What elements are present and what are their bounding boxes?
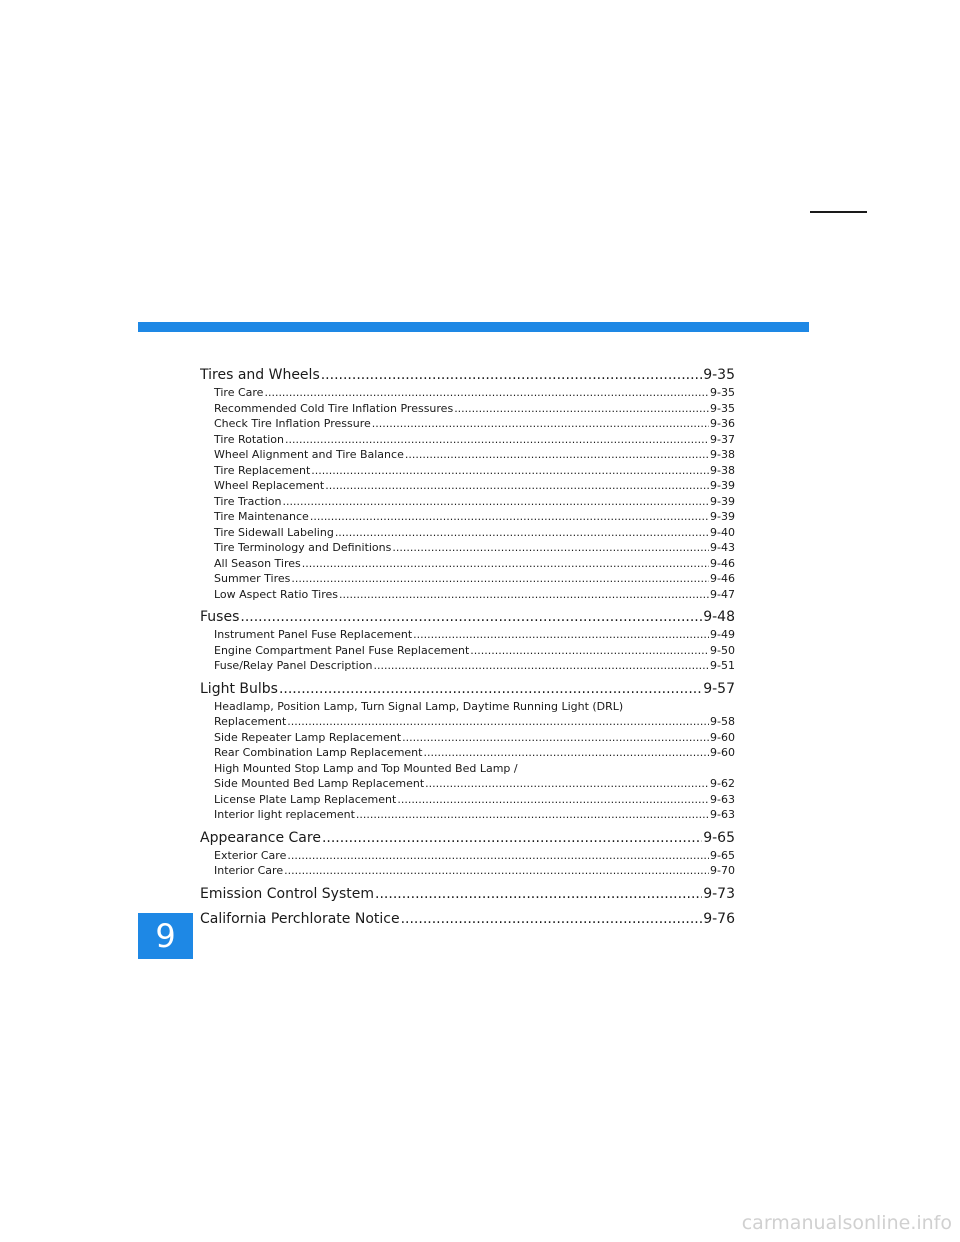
toc-entry[interactable] <box>200 540 735 556</box>
toc-entry[interactable] <box>200 848 735 864</box>
toc-entry-page: 9-70 <box>710 864 735 877</box>
toc-entry-title: License Plate Lamp Replacement <box>214 792 397 806</box>
dot-leader <box>423 745 709 761</box>
toc-entry[interactable] <box>200 571 735 587</box>
toc-section-heading-page: 9-76 <box>703 910 735 927</box>
toc-entry[interactable] <box>200 587 735 603</box>
dot-leader <box>413 627 709 643</box>
chapter-tab[interactable]: 9 <box>138 913 193 959</box>
toc-entry-page: 9-40 <box>710 525 735 539</box>
toc-entry-title: Side Repeater Lamp Replacement <box>214 730 402 744</box>
dot-leader <box>282 494 709 510</box>
toc-entry-page: 9-60 <box>710 746 735 759</box>
toc-section-heading[interactable] <box>200 607 735 627</box>
dot-leader <box>240 607 702 627</box>
dot-leader <box>401 909 703 929</box>
dot-leader <box>339 587 709 603</box>
toc-entry-title: Replacement <box>214 715 287 728</box>
toc-entry-page: 9-36 <box>710 417 735 430</box>
toc-entry-title: Interior Care <box>214 864 284 877</box>
toc-entry-title: Tire Rotation <box>214 432 284 446</box>
dot-leader <box>302 556 709 572</box>
toc-entry[interactable] <box>200 627 735 643</box>
toc-entry[interactable] <box>200 401 735 417</box>
toc-entry-title: Tire Traction <box>214 494 282 508</box>
header-rule <box>810 211 867 213</box>
toc-entry-page: 9-49 <box>710 628 735 641</box>
toc-section-heading-page: 9-65 <box>703 829 735 846</box>
toc-entry[interactable] <box>200 792 735 808</box>
toc-entry-title: Tire Care <box>214 386 264 399</box>
toc-entry-page: 9-35 <box>710 386 735 399</box>
toc-entry[interactable] <box>200 863 735 879</box>
toc-section-heading-page: 9-35 <box>703 367 735 383</box>
dot-leader <box>392 540 709 556</box>
toc-entry-title: All Season Tires <box>214 556 301 570</box>
toc-entry-title: Summer Tires <box>214 572 291 585</box>
toc-section <box>200 828 735 879</box>
toc-section-heading-title: Light Bulbs <box>200 680 278 697</box>
toc-entry-page: 9-43 <box>710 541 735 554</box>
toc-entry-title: Recommended Cold Tire Inflation Pressures <box>214 401 454 415</box>
toc-entry[interactable] <box>200 714 735 730</box>
toc-entry-page: 9-46 <box>710 556 735 570</box>
toc-entry-title: Engine Compartment Panel Fuse Replacement <box>214 643 470 657</box>
dot-leader <box>425 776 709 792</box>
dot-leader <box>321 365 702 385</box>
toc-section-heading-title: California Perchlorate Notice <box>200 910 400 927</box>
toc-entry[interactable] <box>200 525 735 541</box>
toc-entry-page: 9-51 <box>710 659 735 672</box>
toc-section-heading[interactable] <box>200 365 735 385</box>
toc-entry-line: High Mounted Stop Lamp and Top Mounted Bed Lamp / <box>214 761 518 775</box>
toc-section <box>200 884 735 904</box>
toc-section-heading-page: 9-73 <box>703 885 735 902</box>
toc-section-heading[interactable] <box>200 884 735 904</box>
toc-section-heading-title: Appearance Care <box>200 829 321 846</box>
toc-entry-page: 9-39 <box>710 479 735 492</box>
toc-entry-page: 9-38 <box>710 448 735 461</box>
toc-section <box>200 909 735 929</box>
toc-entry-page: 9-39 <box>710 494 735 508</box>
toc-entry[interactable] <box>200 730 735 746</box>
toc-entry-page: 9-47 <box>710 587 735 601</box>
toc-entry-title: Fuse/Relay Panel Description <box>214 659 373 672</box>
toc-section-heading[interactable] <box>200 828 735 848</box>
toc-entry[interactable] <box>200 807 735 823</box>
toc-entry-title: Wheel Alignment and Tire Balance <box>214 448 404 461</box>
dot-leader <box>310 509 709 525</box>
toc-entry-title: Tire Sidewall Labeling <box>214 525 334 539</box>
toc-entry-page: 9-62 <box>710 777 735 790</box>
dot-leader <box>284 863 709 879</box>
toc-section <box>200 607 735 674</box>
toc-section-heading-page: 9-57 <box>703 680 735 697</box>
dot-leader <box>264 385 709 401</box>
toc-entry[interactable] <box>200 478 735 494</box>
toc-entry-title: Low Aspect Ratio Tires <box>214 587 338 601</box>
toc-entry-title: Wheel Replacement <box>214 479 325 492</box>
dot-leader <box>285 432 709 448</box>
toc-entry-page: 9-46 <box>710 572 735 585</box>
toc-section-heading-page: 9-48 <box>703 609 735 625</box>
toc-entry[interactable] <box>200 494 735 510</box>
toc-entry-title: Tire Replacement <box>214 463 311 477</box>
toc-entry-page: 9-37 <box>710 432 735 446</box>
dot-leader <box>470 643 709 659</box>
toc-entry-title: Tire Maintenance <box>214 510 309 523</box>
toc-section-heading[interactable] <box>200 909 735 929</box>
toc-entry-title: Rear Combination Lamp Replacement <box>214 746 423 759</box>
toc-entry-page: 9-65 <box>710 848 735 862</box>
toc-entry[interactable] <box>200 385 735 401</box>
toc-entry-page: 9-63 <box>710 792 735 806</box>
toc-entry-page: 9-58 <box>710 715 735 728</box>
toc-entry-page: 9-63 <box>710 808 735 821</box>
toc-entry-line: Headlamp, Position Lamp, Turn Signal Lamp, Daytime Running Light (DRL) <box>214 699 624 713</box>
toc-entry-page: 9-35 <box>710 401 735 415</box>
dot-leader <box>405 447 709 463</box>
toc-section-heading-title: Emission Control System <box>200 885 375 902</box>
toc-entry[interactable] <box>200 432 735 448</box>
toc-entry[interactable] <box>200 416 735 432</box>
toc-entry-title: Interior light replacement <box>214 808 355 821</box>
toc-section <box>200 679 735 823</box>
watermark: carmanualsonline.info <box>741 1212 952 1234</box>
dot-leader <box>279 679 702 699</box>
dot-leader <box>287 848 709 864</box>
dot-leader <box>325 478 709 494</box>
dot-leader <box>402 730 709 746</box>
toc-entry-page: 9-38 <box>710 463 735 477</box>
toc-entry-page: 9-39 <box>710 510 735 523</box>
dot-leader <box>311 463 709 479</box>
dot-leader <box>322 828 702 848</box>
toc-entry[interactable] <box>200 643 735 659</box>
toc-entry[interactable] <box>200 745 735 761</box>
dot-leader <box>356 807 709 823</box>
dot-leader <box>397 792 709 808</box>
chapter-color-bar <box>138 322 809 332</box>
dot-leader <box>373 658 709 674</box>
toc-entry-title: Exterior Care <box>214 848 287 862</box>
toc-entry-title: Side Mounted Bed Lamp Replacement <box>214 777 425 790</box>
dot-leader <box>287 714 709 730</box>
toc-entry-title: Instrument Panel Fuse Replacement <box>214 628 413 641</box>
dot-leader <box>291 571 709 587</box>
toc-entry[interactable] <box>200 463 735 479</box>
toc-entry[interactable] <box>200 447 735 463</box>
dot-leader <box>372 416 709 432</box>
toc-entry-page: 9-60 <box>710 730 735 744</box>
toc-entry[interactable] <box>200 509 735 525</box>
toc-section <box>200 365 735 602</box>
toc-entry[interactable] <box>200 658 735 674</box>
toc-entry-title: Tire Terminology and Definitions <box>214 541 392 554</box>
dot-leader <box>454 401 709 417</box>
toc-section-heading-title: Fuses <box>200 609 240 625</box>
toc-entry[interactable] <box>200 776 735 792</box>
dot-leader <box>335 525 709 541</box>
table-of-contents <box>200 365 735 934</box>
toc-entry-page: 9-50 <box>710 643 735 657</box>
toc-section-heading-title: Tires and Wheels <box>200 367 320 383</box>
toc-section-heading[interactable] <box>200 679 735 699</box>
dot-leader <box>375 884 702 904</box>
toc-entry-title: Check Tire Inflation Pressure <box>214 417 371 430</box>
toc-entry[interactable] <box>200 556 735 572</box>
